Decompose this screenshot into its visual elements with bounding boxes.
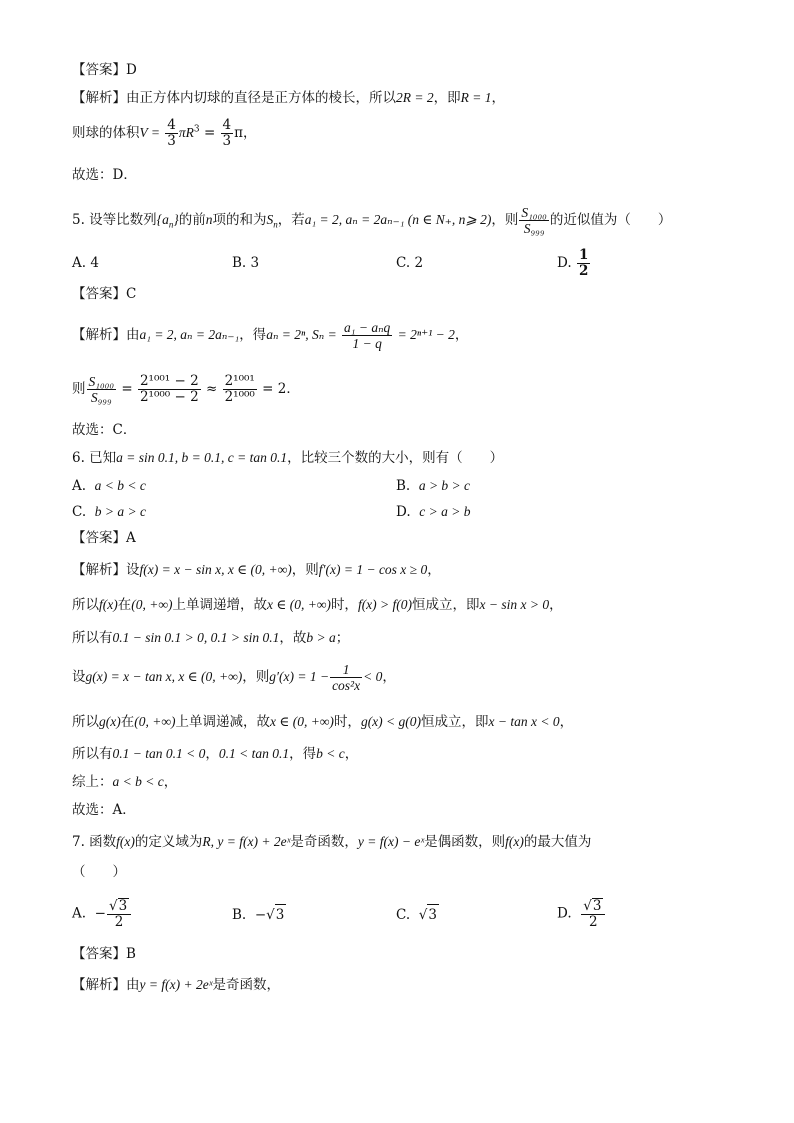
answer-tag: 【答案】: [72, 946, 126, 962]
q7-option-a: [72, 898, 132, 930]
q4-mid: ，即: [433, 90, 461, 106]
q7-s-c: 是奇函数，: [290, 834, 358, 850]
q6-l6-m1: 0.1 − tan 0.1 < 0: [112, 746, 206, 761]
analysis-tag: 【解析】: [72, 977, 126, 993]
q5-mid3: ，若: [277, 212, 305, 228]
frac-num: S₁₀₀₀: [88, 374, 115, 389]
option-text: 2: [414, 255, 424, 271]
q6-l5-m2: (0, +∞): [134, 714, 176, 729]
option-letter: A.: [72, 255, 87, 271]
q7-answer-line: [72, 944, 136, 964]
q4-equals: =: [203, 125, 216, 141]
q6-l7-a: 综上：: [72, 774, 113, 790]
q4-analysis-line: [72, 88, 505, 108]
q6-l5-m1: g(x): [99, 714, 121, 729]
frac-num: a₁ − aₙq: [344, 320, 391, 335]
q6-stem: [72, 448, 503, 468]
q6-l5-e: 恒成立，即: [421, 714, 489, 730]
q6-l4-frac: [330, 662, 362, 693]
q6-l7-m: a < b < c: [112, 774, 164, 789]
q6-line2: [72, 595, 563, 615]
frac-den: 2: [578, 263, 589, 279]
q6-choose: 故选：A．: [72, 802, 136, 818]
analysis-tag: 【解析】: [72, 327, 126, 343]
q6-l5-f: ，: [559, 714, 574, 730]
option-letter: A.: [72, 905, 87, 922]
q6-l2-b: 在: [117, 597, 132, 613]
option-letter: A.: [72, 478, 87, 494]
q4-choose: 故选：D．: [72, 167, 137, 183]
frac-den: S₉₉₉: [519, 220, 549, 236]
radicand: 3: [427, 904, 439, 925]
option-letter: B.: [232, 255, 247, 271]
analysis-tag: 【解析】: [72, 90, 126, 106]
option-letter: D.: [557, 255, 572, 271]
q7-s-m4: f(x): [505, 834, 524, 849]
frac-den: 2: [107, 914, 131, 930]
q7-s-e: 的最大值为: [523, 834, 592, 850]
q7-answer: B: [126, 946, 136, 962]
q6-l5-d: 时，: [333, 714, 361, 730]
q5-a-tail: = 2ⁿ⁺¹ − 2: [397, 327, 455, 342]
q6-line7: [72, 772, 177, 792]
q4-volume-prefix: 则球的体积: [72, 125, 140, 141]
frac-num: 4: [222, 117, 232, 133]
q7-s-b: 的定义域为: [134, 834, 203, 850]
q4-pi-r: πR: [178, 125, 194, 140]
q4-cube: 3: [193, 124, 200, 135]
q6-l2-c: 上单调递增，故: [172, 597, 267, 613]
q5-mid1: 的前: [178, 212, 206, 228]
answer-tag: 【答案】: [72, 62, 126, 78]
option-letter: B.: [396, 478, 411, 494]
q6-l4-mid: ，则: [242, 669, 270, 685]
q6-l6-a: 所以有: [72, 746, 113, 762]
q5-sum-frac: [342, 320, 392, 351]
frac-num: √3: [108, 898, 128, 914]
q6-l4-math: g(x) = x − tan x, x ∈ (0, +∞): [85, 669, 243, 684]
radicand: 3: [592, 898, 602, 914]
q5-seq-close: }: [173, 212, 179, 227]
frac-num: 2¹⁰⁰¹: [224, 373, 255, 389]
q5-n: n: [205, 212, 213, 227]
q6-option-b: [396, 476, 470, 496]
q5-r-approx: ≈: [205, 381, 218, 397]
q6-line3: [72, 628, 349, 648]
q5-r-frac1: [87, 374, 117, 405]
q6-l2-f: ，: [549, 597, 563, 613]
analysis-tag: 【解析】: [72, 562, 126, 578]
frac-den: S₉₉₉: [87, 389, 117, 405]
q4-end: ，: [491, 90, 505, 106]
option-text: 4: [90, 255, 99, 271]
q6-answer: A: [126, 530, 136, 546]
option-text: c > a > b: [419, 504, 471, 519]
q7-s-d: 是偶函数，则: [424, 834, 506, 850]
q5-stem-end: 的近似值为（ ）: [549, 212, 672, 228]
q6-l5-m5: x − tan x < 0: [488, 714, 560, 729]
q4-eq2: R = 1: [460, 90, 492, 105]
option-text: b > a > c: [94, 504, 146, 519]
answer-tag: 【答案】: [72, 530, 126, 546]
q5-mid4: ，则: [491, 212, 519, 228]
q5-option-d: [557, 248, 591, 279]
frac-num: 2¹⁰⁰¹ − 2: [139, 373, 199, 389]
q7-stem: [72, 832, 591, 852]
q6-l2-m2: (0, +∞): [131, 597, 173, 612]
q5-r-end: ．: [286, 381, 300, 397]
q5-a-cond: a₁ = 2, aₙ = 2aₙ₋₁: [139, 327, 240, 342]
q6-line6: [72, 744, 358, 764]
answer-tag: 【答案】: [72, 286, 126, 302]
q6-line4: [72, 662, 396, 693]
q6-l4-math2: g′(x) = 1 −: [269, 669, 330, 684]
q6-l7-b: ，: [163, 774, 178, 790]
q5-r-eq: =: [121, 381, 133, 397]
option-frac: [107, 898, 131, 930]
q4-analysis-text: 由正方体内切球的直径是正方体的棱长，所以: [126, 90, 396, 106]
q7-option-b: B. −√3: [232, 904, 286, 925]
q5-seq-sub: n: [168, 219, 174, 230]
option-sign: −: [254, 907, 267, 923]
q4-answer-line: [72, 60, 137, 80]
q7-s-m2: R, y = f(x) + 2eˣ: [202, 834, 291, 849]
q5-choose: 故选：C．: [72, 422, 137, 438]
q6-l2-a: 所以: [72, 597, 99, 613]
q5-a-mid: ，得: [239, 327, 267, 343]
q4-frac-4-3: [165, 118, 178, 149]
q5-ratio-line: [72, 374, 300, 405]
q6-l4-end: ，: [382, 669, 396, 685]
option-sign: −: [94, 905, 106, 922]
frac-den: cos²x: [332, 678, 361, 693]
q6-option-a: [72, 476, 146, 496]
q6-l6-m3: b < c: [316, 746, 345, 761]
q5-option-a: [72, 253, 99, 273]
q6-l1-math: f(x) = x − sin x, x ∈ (0, +∞): [139, 562, 292, 577]
q5-mid2: 项的和为: [212, 212, 267, 228]
option-text: 3: [250, 255, 260, 271]
q6-stem-math: a = sin 0.1, b = 0.1, c = tan 0.1: [116, 450, 288, 465]
q5-sn-sub: n: [273, 219, 278, 230]
q6-option-d: [396, 502, 470, 522]
q7-a-prefix: 由: [126, 977, 140, 993]
option-text: a < b < c: [94, 478, 146, 493]
frac-den: 2¹⁰⁰⁰: [224, 389, 255, 405]
q5-answer: C: [126, 286, 137, 302]
q6-line5: [72, 712, 573, 732]
q6-option-c: [72, 502, 146, 522]
q6-l6-b: ，: [205, 746, 219, 762]
q6-l1-mid: ，则: [291, 562, 319, 578]
q7-s-m3: y = f(x) − eˣ: [357, 834, 425, 849]
q4-answer: D: [126, 62, 137, 78]
frac-den: 3: [167, 133, 176, 149]
frac-den: 2: [581, 914, 605, 930]
q7-s-m1: f(x): [116, 834, 135, 849]
option-letter: C.: [396, 255, 411, 271]
frac-num: S₁₀₀₀: [521, 205, 547, 220]
q5-a-end: ，: [454, 327, 469, 343]
radicand: 3: [118, 898, 128, 914]
q6-l6-m2: 0.1 < tan 0.1: [218, 746, 290, 761]
frac-den: 1 − q: [342, 335, 392, 351]
q7-analysis-line: [72, 975, 280, 995]
q5-seq: {a: [156, 212, 169, 227]
q6-l6-c: ，得: [289, 746, 317, 762]
q6-l5-c: 上单调递减，故: [175, 714, 270, 730]
radicand: 3: [275, 904, 287, 925]
q6-l6-d: ，: [344, 746, 359, 762]
q6-stem-prefix: 6. 已知: [72, 450, 117, 466]
option-letter: B.: [232, 907, 247, 923]
option-letter: D.: [557, 905, 572, 922]
frac-num: 1: [578, 247, 589, 263]
q7-a-end: 是奇函数，: [212, 977, 280, 993]
q4-volume-end: ，: [243, 125, 257, 141]
q6-l5-m4: g(x) < g(0): [360, 714, 422, 729]
q6-l1-prefix: 设: [126, 562, 140, 578]
q7-paren: （ ）: [72, 864, 126, 880]
q7-s-a: 7. 函数: [72, 834, 117, 850]
q6-l4-prefix: 设: [72, 669, 86, 685]
q6-line1: [72, 560, 441, 580]
q6-l3-m1: 0.1 − sin 0.1 > 0, 0.1 > sin 0.1: [112, 630, 280, 645]
q5-ratio: [519, 205, 549, 236]
q6-l3-m2: b > a: [306, 630, 336, 645]
q5-cond: a₁ = 2, aₙ = 2aₙ₋₁ (n ∈ N₊, n⩾ 2): [304, 212, 492, 227]
q6-l2-d: 时，: [330, 597, 358, 613]
q6-l2-m3: x ∈ (0, +∞): [266, 597, 331, 612]
q6-l5-b: 在: [120, 714, 135, 730]
q4-volume-eq: V =: [139, 125, 160, 140]
q6-stem-end: ，比较三个数的大小，则有（ ）: [287, 450, 504, 466]
frac-num: √3: [583, 898, 602, 914]
q6-l4-tail: < 0: [363, 669, 383, 684]
q6-l2-m4: f(x) > f(0): [357, 597, 413, 612]
q5-answer-line: [72, 284, 136, 304]
q5-then: 则: [72, 381, 86, 397]
q5-a-res: aₙ = 2ⁿ, Sₙ =: [266, 327, 337, 342]
q6-answer-line: [72, 528, 136, 548]
q6-l2-m1: f(x): [99, 597, 118, 612]
frac-num: 1: [342, 662, 350, 677]
q6-l3-b: ，故: [279, 630, 307, 646]
option-letter: C.: [72, 504, 87, 520]
q4-eq1: 2R = 2: [396, 90, 434, 105]
q6-l2-m5: x − sin x > 0: [479, 597, 550, 612]
q6-l5-a: 所以: [72, 714, 99, 730]
q6-l1-math2: f′(x) = 1 − cos x ≥ 0: [318, 562, 428, 577]
q4-pi: π: [234, 125, 244, 141]
q5-option-b: [232, 253, 259, 273]
q5-r-frac3: [223, 374, 257, 405]
q6-l3-c: ；: [335, 630, 350, 646]
q6-l2-e: 恒成立，即: [412, 597, 480, 613]
q5-analysis-line: [72, 320, 468, 351]
option-frac: [577, 248, 590, 279]
option-letter: D.: [396, 504, 411, 520]
option-letter: C.: [396, 907, 411, 923]
q7-a-math: y = f(x) + 2eˣ: [139, 977, 213, 992]
q6-l5-m3: x ∈ (0, +∞): [269, 714, 334, 729]
q5-option-c: [396, 253, 423, 273]
q4-volume-line: [72, 118, 257, 149]
q6-l1-end: ，: [427, 562, 441, 578]
q5-r-frac2: [138, 374, 201, 405]
q6-l3-a: 所以有: [72, 630, 113, 646]
q7-option-d: [557, 898, 606, 930]
frac-den: 3: [222, 133, 232, 149]
q4-frac-4-3b: [221, 118, 234, 149]
q5-a-prefix: 由: [126, 327, 140, 343]
q5-stem: [72, 205, 671, 236]
option-text: a > b > c: [418, 478, 471, 493]
q5-r-tail: = 2: [262, 381, 287, 397]
option-frac: [581, 898, 605, 930]
q7-option-c: C. √3: [396, 904, 439, 925]
frac-den: 2¹⁰⁰⁰ − 2: [139, 389, 199, 405]
q5-sn: S: [266, 212, 274, 227]
frac-num: 4: [167, 117, 176, 133]
q5-stem-prefix: 5. 设等比数列: [72, 212, 157, 228]
